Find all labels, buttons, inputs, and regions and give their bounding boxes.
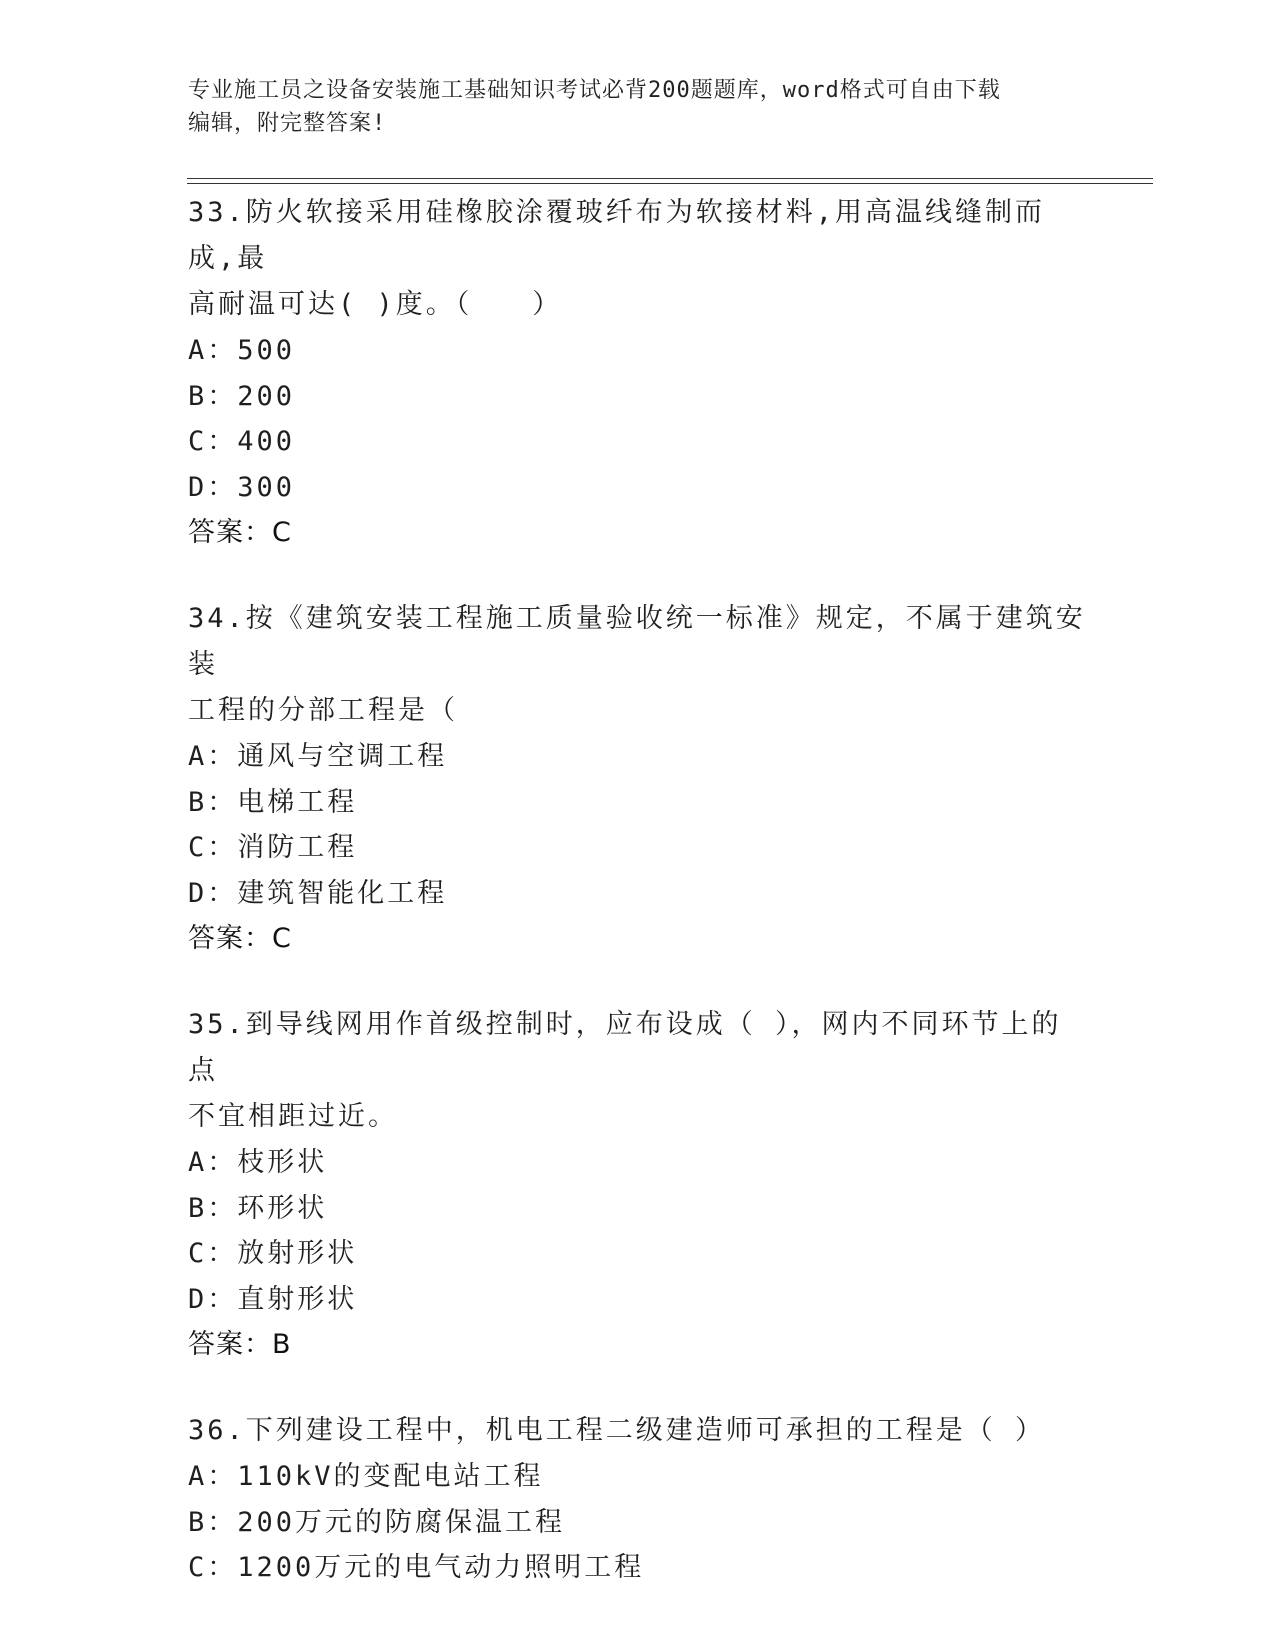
option-b: B：环形状 [188,1192,328,1224]
option-b: B：200万元的防腐保温工程 [188,1506,566,1538]
option-d: D：直射形状 [188,1283,358,1315]
question-stem [188,1408,1088,1454]
option-a: A：110kV的变配电站工程 [188,1461,544,1492]
question-34 [188,596,1088,961]
question-stem-line: 工程的分部工程是（ [188,695,458,726]
header-rule-bottom [187,183,1153,184]
header-line-1: 专业施工员之设备安装施工基础知识考试必背200题题库，word格式可自由下载 [188,78,1001,103]
option-c: C：400 [188,426,296,457]
option-a: A：通风与空调工程 [188,741,448,772]
answer-line: 答案：C [188,923,292,954]
question-36 [188,1408,1088,1591]
answer-line: 答案：B [188,1329,292,1360]
question-stem-line: 34.按《建筑安装工程施工质量验收统一标准》规定，不属于建筑安装 [188,603,1086,680]
question-stem [188,190,1088,328]
option-c: C：放射形状 [188,1238,358,1269]
question-stem [188,596,1088,734]
option-a: A：枝形状 [188,1147,328,1178]
question-stem-line: 36.下列建设工程中，机电工程二级建造师可承担的工程是（ ） [188,1415,1046,1446]
option-a: A：500 [188,335,296,366]
option-b: B：电梯工程 [188,786,358,818]
question-stem-line: 35.到导线网用作首级控制时，应布设成（ ），网内不同环节上的点 [188,1009,1062,1086]
option-b: B：200 [188,380,296,412]
option-c: C：消防工程 [188,832,358,863]
question-list [188,190,1088,1632]
header-rule-top [187,178,1153,179]
question-stem [188,1002,1088,1140]
option-d: D：建筑智能化工程 [188,877,448,909]
question-stem-line: 33.防火软接采用硅橡胶涂覆玻纤布为软接材料,用高温线缝制而成,最 [188,197,1046,274]
header-line-2: 编辑，附完整答案! [188,111,387,136]
question-33 [188,190,1088,555]
option-d: D：300 [188,471,296,503]
question-stem-line: 不宜相距过近。 [188,1101,398,1132]
question-35 [188,1002,1088,1367]
question-stem-line: 高耐温可达( )度。（ ） [188,289,563,320]
document-header [188,74,1088,140]
answer-line: 答案：C [188,517,292,548]
option-c: C：1200万元的电气动力照明工程 [188,1552,645,1583]
